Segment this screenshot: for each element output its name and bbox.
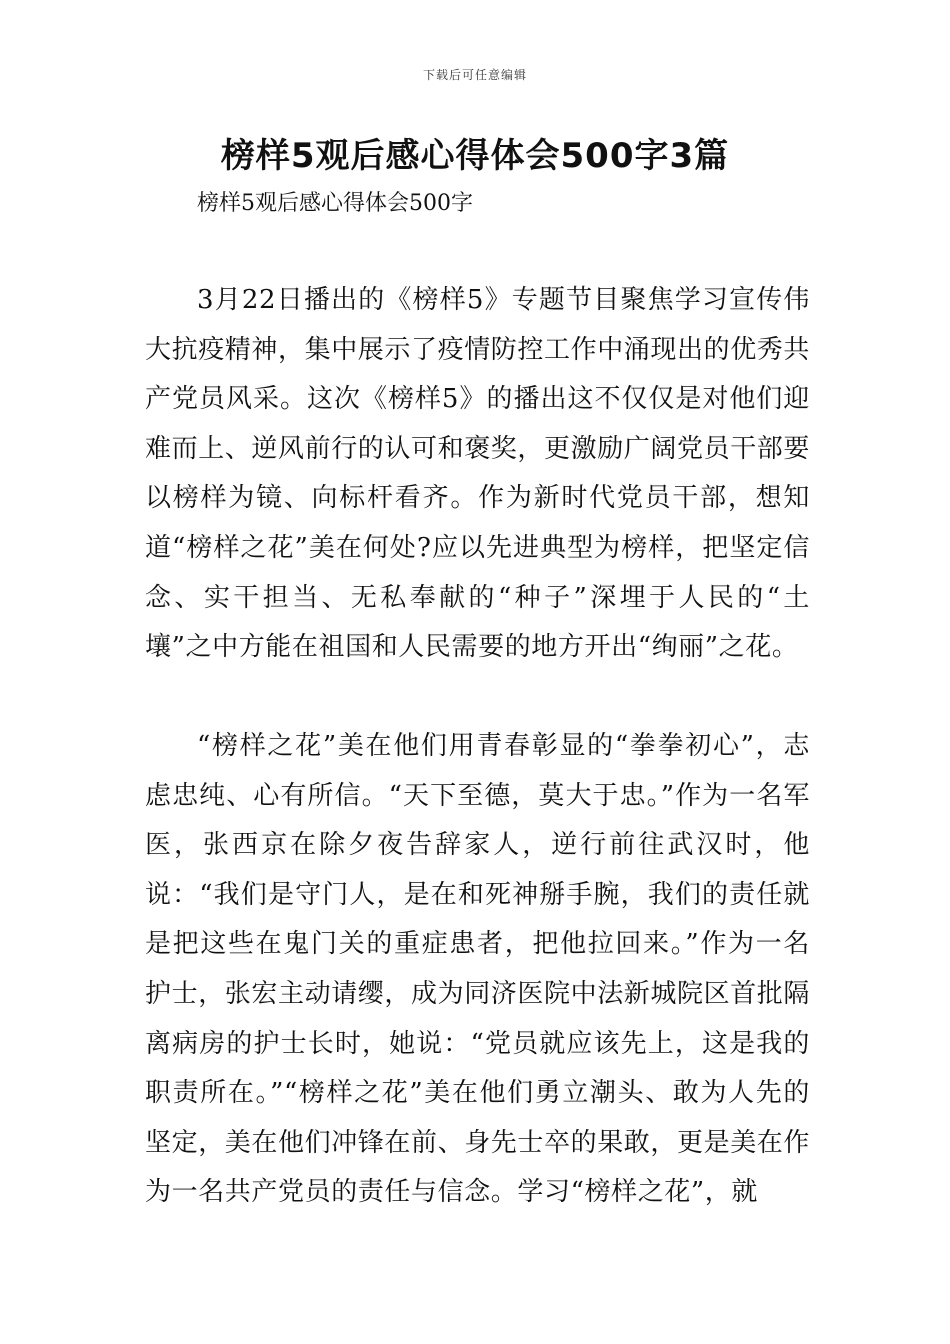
document-title: 榜样5观后感心得体会500字3篇 xyxy=(220,136,730,176)
document-subtitle: 榜样5观后感心得体会500字 xyxy=(197,191,473,216)
body-paragraph: “榜样之花”美在他们用青春彰显的“拳拳初心”，志虑忠纯、心有所信。“天下至德，莫大于忠。”作为一名军医，张西京在除夕夜告辞家人，逆行前往武汉时，他说：“我们是守门人，是在和死神掰手腕，我们的责任就是把这些在鬼门关的重症患者，把他拉回来。”作为一名护士，张宏主动请缨，成为同济医院中法新城院区首批隔离病房的护士长时，她说：“党员就应该先上，这是我的职责所在。”“榜样之花”美在他们勇立潮头、敢为人先的坚定，美在他们冲锋在前、身先士卒的果敢，更是美在作为一名共产党员的责任与信念。学习“榜样之花”，就 xyxy=(145,731,811,1208)
body-paragraph: 3月22日播出的《榜样5》专题节目聚焦学习宣传伟大抗疫精神，集中展示了疫情防控工作中涌现出的优秀共产党员风采。这次《榜样5》的播出这不仅仅是对他们迎难而上、逆风前行的认可和褒奖，更激励广阔党员干部要以榜样为镜、向标杆看齐。作为新时代党员干部，想知道“榜样之花”美在何处?应以先进典型为榜样，把坚定信念、实干担当、无私奉献的“种子”深埋于人民的“土壤”之中方能在祖国和人民需要的地方开出“绚丽”之花。 xyxy=(145,285,811,663)
header-note: 下载后可任意编辑 xyxy=(422,68,527,82)
